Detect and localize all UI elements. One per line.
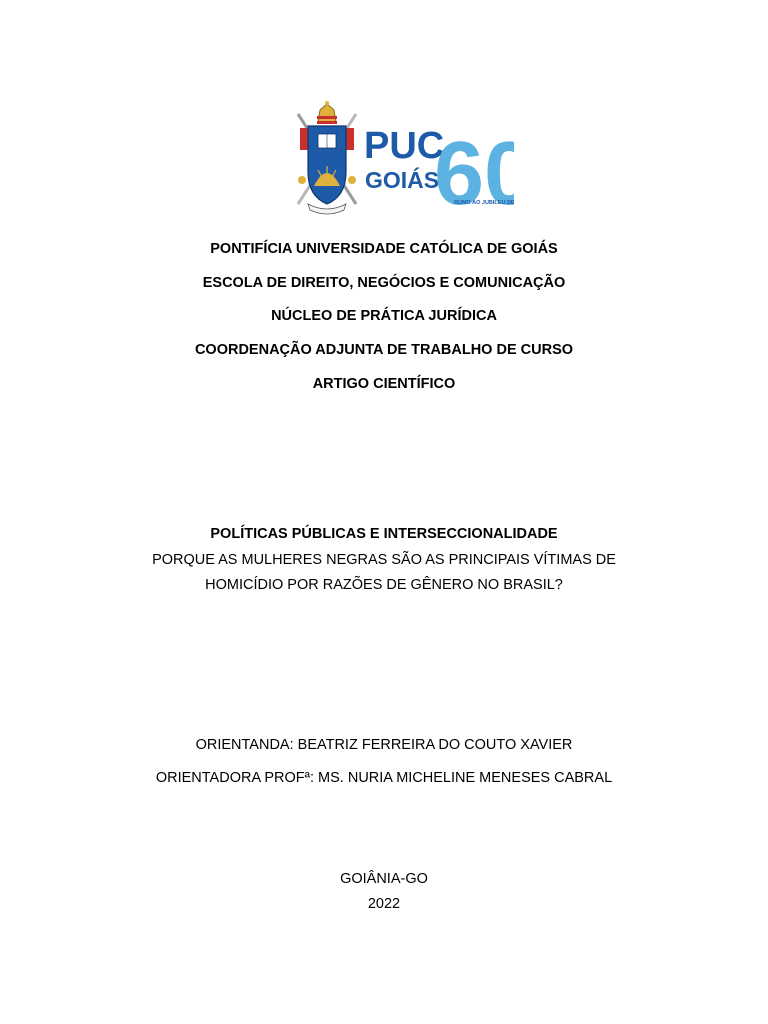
city: GOIÂNIA-GO [340,871,428,887]
anniversary-60-icon [434,124,514,220]
school-name: ESCOLA DE DIREITO, NEGÓCIOS E COMUNICAÇÃO [202,275,566,291]
anniversary-years: 1959 · 2019 [466,137,504,144]
anniversary-tagline: RUMO AO JUBILEU DE [454,200,514,206]
article-subtitle-line1: PORQUE AS MULHERES NEGRAS SÃO AS PRINCIPAIS VÍTIMAS DE [152,552,616,568]
brand-line1: PUC [364,125,445,167]
student-name: ORIENTANDA: BEATRIZ FERREIRA DO COUTO XAVIER [195,737,573,753]
article-title: POLÍTICAS PÚBLICAS E INTERSECCIONALIDADE [210,526,558,542]
coordination-name: COORDENAÇÃO ADJUNTA DE TRABALHO DE CURSO [194,342,574,358]
crest-icon [298,101,356,214]
document-type: ARTIGO CIENTÍFICO [312,376,456,392]
university-name: PONTIFÍCIA UNIVERSIDADE CATÓLICA DE GOIÁS [210,241,558,257]
anniversary-number: 60 [434,124,514,220]
brand-line2: GOIÁS [365,167,440,193]
logo-graphic [294,100,514,220]
article-subtitle-line2: HOMICÍDIO POR RAZÕES DE GÊNERO NO BRASIL? [205,577,563,593]
university-logo [294,100,514,220]
year: 2022 [367,896,401,912]
nucleus-name: NÚCLEO DE PRÁTICA JURÍDICA [271,308,497,324]
advisor-name: ORIENTADORA PROFª: MS. NURIA MICHELINE MENESES CABRAL [155,770,613,786]
